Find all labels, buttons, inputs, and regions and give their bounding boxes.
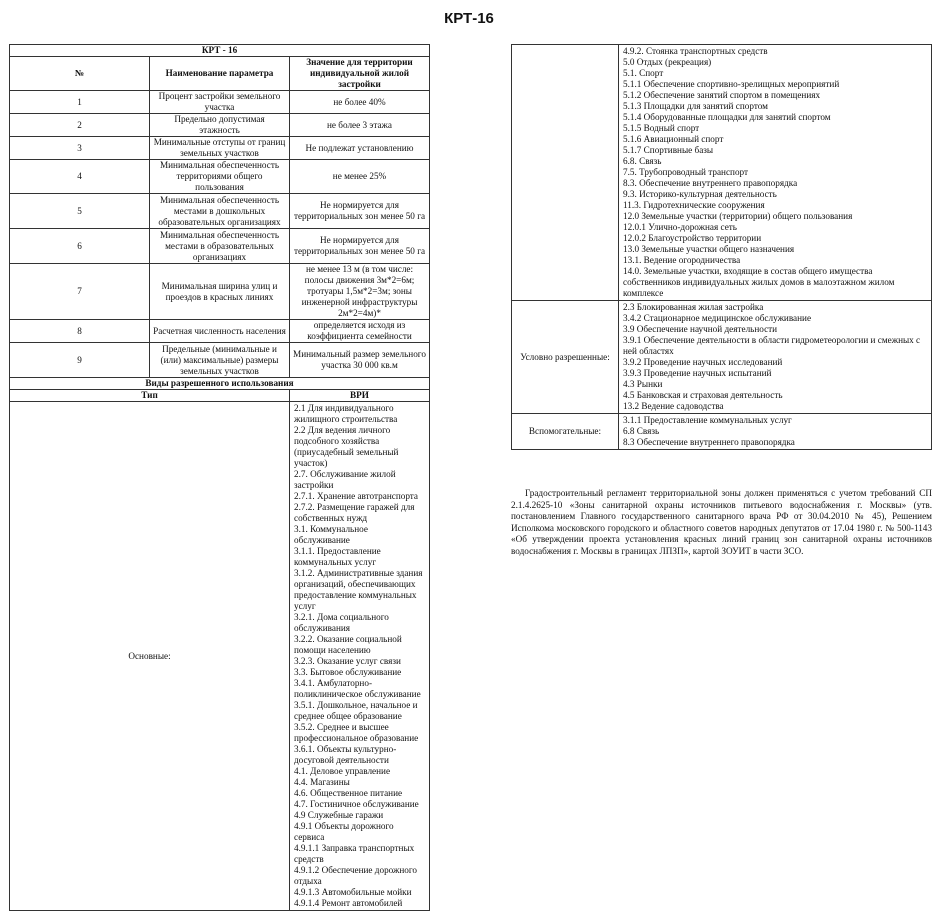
table-row (10, 343, 430, 378)
list-item: 5.0 Отдых (рекреация) (623, 57, 712, 67)
list-item: 3.2.1. Дома социального обслуживания (294, 612, 389, 633)
list-item: 3.2.2. Оказание социальной помощи населению (294, 634, 402, 655)
row-num: 5 (10, 194, 150, 229)
list-item: 3.5.2. Среднее и высшее профессиональное образование (294, 722, 419, 743)
list-item: 8.3. Обеспечение внутреннего правопорядка (623, 178, 798, 188)
uses-continued-table (511, 44, 932, 450)
row-param: Предельные (минимальные и (или) максимальные) размеры земельных участков (150, 343, 290, 378)
list-item: 4.9.1.3 Автомобильные мойки (294, 887, 412, 897)
list-item: 12.0.2 Благоустройство территории (623, 233, 762, 243)
row-value: определяется исходя из коэффициента семейности (290, 320, 430, 343)
main-uses-continued-label (512, 45, 619, 301)
list-item: 12.0 Земельные участки (территории) общего пользования (623, 211, 853, 221)
row-param: Минимальная ширина улиц и проездов в красных линиях (150, 264, 290, 320)
row-value: не менее 25% (290, 160, 430, 194)
list-item: 4.9 Служебные гаражи (294, 810, 384, 820)
row-num: 8 (10, 320, 150, 343)
list-item: 5.1. Спорт (623, 68, 664, 78)
row-num: 9 (10, 343, 150, 378)
list-item: 6.8 Связь (623, 426, 660, 436)
list-item: 5.1.5 Водный спорт (623, 123, 700, 133)
list-item: 6.8. Связь (623, 156, 662, 166)
table-row (10, 160, 430, 194)
list-item: 13.2 Ведение садоводства (623, 401, 724, 411)
row-value: не менее 13 м (в том числе: полосы движения 3м*2=6м; тротуары 1,5м*2=3м; зоны инженерной инфраструктуры 2м*2=4м)* (290, 264, 430, 320)
list-item: 4.9.1 Объекты дорожного сервиса (294, 821, 394, 842)
list-item: 4.9.2. Стоянка транспортных средств (623, 46, 768, 56)
main-uses-list-continued (619, 45, 932, 301)
list-item: 3.9.2 Проведение научных исследований (623, 357, 783, 367)
col-num-header: № (10, 57, 150, 91)
row-param: Предельно допустимая этажность (150, 114, 290, 137)
list-item: 13.1. Ведение огородничества (623, 255, 741, 265)
list-item: 3.1.1 Предоставление коммунальных услуг (623, 415, 792, 425)
list-item: 3.9.1 Обеспечение деятельности в области гидрометеорологии и смежных с ней областях (623, 335, 921, 356)
table-row (10, 264, 430, 320)
uses-type-header: Тип (10, 390, 290, 402)
list-item: 4.6. Общественное питание (294, 788, 403, 798)
list-item: 3.4.1. Амбулаторно-поликлиническое обслуживание (294, 678, 421, 699)
list-item: 3.3. Бытовое обслуживание (294, 667, 402, 677)
list-item: 3.9 Обеспечение научной деятельности (623, 324, 778, 334)
table-title: КРТ - 16 (10, 45, 430, 57)
list-item: 4.9.1.4 Ремонт автомобилей (294, 898, 403, 908)
row-value: Не нормируется для территориальных зон менее 50 га (290, 229, 430, 264)
list-item: 2.1 Для индивидуального жилищного строительства (294, 403, 398, 424)
table-row (10, 114, 430, 137)
list-item: 4.9.1.2 Обеспечение дорожного отдыха (294, 865, 418, 886)
list-item: 4.4. Магазины (294, 777, 350, 787)
row-num: 4 (10, 160, 150, 194)
list-item: 4.5 Банковская и страховая деятельность (623, 390, 783, 400)
row-param: Расчетная численность населения (150, 320, 290, 343)
list-item: 5.1.3 Площадки для занятий спортом (623, 101, 768, 111)
list-item: 4.9.1.1 Заправка транспортных средств (294, 843, 415, 864)
regulation-note: Градостроительный регламент территориальной зоны должен применяться с учетом требований СП 2.1.4.2625-10 «Зоны санитарной охраны источников питьевого водоснабжения г. Москвы» (утв. постановлением Главного государственного санитарного врача РФ от 30.04.2010 № 45), Решением Исполкома московского городского и областного советов народных депутатов от 17.04 1980 г. № 500-1143 «Об утверждении проекта установления красных линий границ зон санитарной охраны источников водоснабжения г. Москвы в границах ЛПЗП», картой ЗОУИТ в части ЗСО. (511, 488, 932, 556)
list-item: 5.1.2 Обеспечение занятий спортом в помещениях (623, 90, 821, 100)
row-num: 3 (10, 137, 150, 160)
list-item: 2.7.1. Хранение автотранспорта (294, 491, 419, 501)
list-item: 5.1.4 Оборудованные площадки для занятий спортом (623, 112, 831, 122)
row-value: не более 3 этажа (290, 114, 430, 137)
list-item: 3.1.1. Предоставление коммунальных услуг (294, 546, 381, 567)
auxiliary-uses-list (619, 414, 932, 450)
list-item: 4.1. Деловое управление (294, 766, 391, 776)
list-item: 4.3 Рынки (623, 379, 663, 389)
list-item: 3.6.1. Объекты культурно-досуговой деятельности (294, 744, 397, 765)
list-item: 11.3. Гидротехнические сооружения (623, 200, 765, 210)
conditional-uses-label: Условно разрешенные: (512, 301, 619, 414)
list-item: 3.2.3. Оказание услуг связи (294, 656, 401, 666)
list-item: 3.4.2 Стационарное медицинское обслуживание (623, 313, 812, 323)
row-param: Минимальная обеспеченность территориями общего пользования (150, 160, 290, 194)
table-row (10, 229, 430, 264)
list-item: 5.1.1 Обеспечение спортивно-зрелищных мероприятий (623, 79, 840, 89)
row-num: 6 (10, 229, 150, 264)
row-num: 7 (10, 264, 150, 320)
row-param: Процент застройки земельного участка (150, 91, 290, 114)
row-value: не более 40% (290, 91, 430, 114)
list-item: 3.1.2. Административные здания организаций, обеспечивающих предоставление коммунальных услуг (294, 568, 423, 611)
auxiliary-uses-label: Вспомогательные: (512, 414, 619, 450)
row-num: 2 (10, 114, 150, 137)
row-num: 1 (10, 91, 150, 114)
list-item: 2.2 Для ведения личного подсобного хозяйства (приусадебный земельный участок) (294, 425, 399, 468)
conditional-uses-list (619, 301, 932, 414)
list-item: 3.9.3 Проведение научных испытаний (623, 368, 772, 378)
row-value: Не подлежат установлению (290, 137, 430, 160)
list-item: 13.0 Земельные участки общего назначения (623, 244, 795, 254)
page-title: КРТ-16 (444, 10, 494, 27)
table-row (10, 194, 430, 229)
col-value-header: Значение для территории индивидуальной жилой застройки (290, 57, 430, 91)
row-param: Минимальная обеспеченность местами в образовательных организациях (150, 229, 290, 264)
parameters-table (9, 44, 430, 911)
table-row (10, 91, 430, 114)
row-value: Не нормируется для территориальных зон менее 50 га (290, 194, 430, 229)
table-row (10, 320, 430, 343)
list-item: 8.3 Обеспечение внутреннего правопорядка (623, 437, 795, 447)
list-item: 14.0. Земельные участки, входящие в состав общего имущества собственников индивидуальных жилых домов в малоэтажном жилом комплексе (623, 266, 895, 298)
list-item: 4.7. Гостиничное обслуживание (294, 799, 419, 809)
main-uses-list (290, 402, 430, 911)
list-item: 12.0.1 Улично-дорожная сеть (623, 222, 737, 232)
row-param: Минимальные отступы от границ земельных участков (150, 137, 290, 160)
list-item: 5.1.6 Авиационный спорт (623, 134, 724, 144)
main-uses-label: Основные: (10, 402, 290, 911)
list-item: 5.1.7 Спортивные базы (623, 145, 714, 155)
list-item: 2.3 Блокированная жилая застройка (623, 302, 764, 312)
list-item: 3.5.1. Дошкольное, начальное и среднее общее образование (294, 700, 418, 721)
list-item: 9.3. Историко-культурная деятельность (623, 189, 777, 199)
row-param: Минимальная обеспеченность местами в дошкольных образовательных организациях (150, 194, 290, 229)
list-item: 2.7.2. Размещение гаражей для собственных нужд (294, 502, 415, 523)
row-value: Минимальный размер земельного участка 30 000 кв.м (290, 343, 430, 378)
uses-vri-header: ВРИ (290, 390, 430, 402)
list-item: 7.5. Трубопроводный транспорт (623, 167, 749, 177)
col-param-header: Наименование параметра (150, 57, 290, 91)
list-item: 2.7. Обслуживание жилой застройки (294, 469, 396, 490)
list-item: 3.1. Коммунальное обслуживание (294, 524, 368, 545)
table-row (10, 137, 430, 160)
uses-section-title: Виды разрешенного использования (10, 378, 430, 390)
